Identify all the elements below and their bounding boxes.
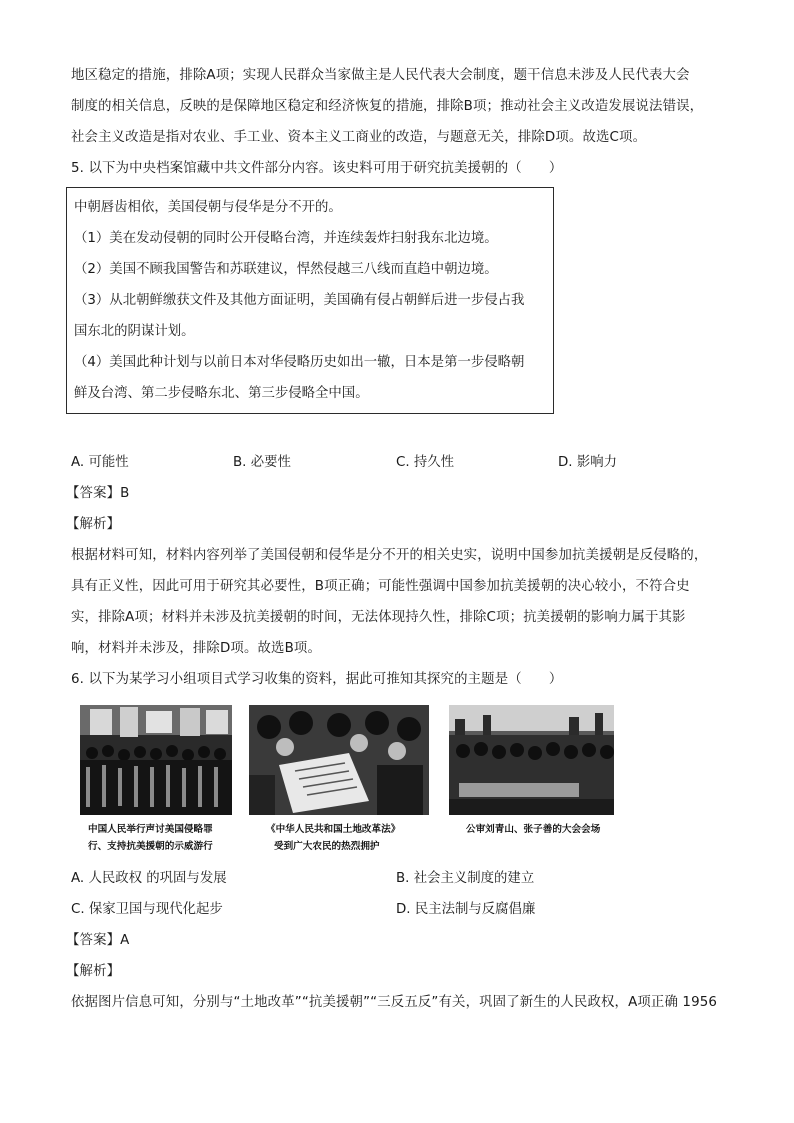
q5-option-d: D. 影响力 (558, 455, 617, 470)
intro-line: 社会主义改造是指对农业、手工业、资本主义工商业的改造，与题意无关，排除D项。故选C项。 (71, 130, 647, 145)
analysis-line: 根据材料可知，材料内容列举了美国侵朝和侵华是分不开的相关史实，说明中国参加抗美援朝是反侵略的， (71, 548, 708, 563)
photo-caption: 《中华人民共和国土地改革法》 (266, 824, 401, 835)
source-line: 国东北的阴谋计划。 (74, 324, 195, 339)
analysis-line: 依据图片信息可知，分别与“土地改革”“抗美援朝”“三反五反”有关，巩固了新生的人民政权，A项正确 1956 (71, 995, 718, 1010)
analysis-line: 响，材料并未涉及，排除D项。故选B项。 (71, 641, 321, 656)
q5-option-a: A. 可能性 (71, 455, 129, 470)
photo-land-reform (249, 705, 429, 815)
q5-source-box (66, 187, 554, 414)
analysis-line: 具有正义性，因此可用于研究其必要性，B项正确；可能性强调中国参加抗美援朝的决心较小，不符合史 (71, 579, 690, 594)
q6-stem: 6. 以下为某学习小组项目式学习收集的资料，据此可推知其探究的主题是（ ） (71, 672, 563, 687)
q5-option-c: C. 持久性 (396, 455, 455, 470)
photo-caption: 行、支持抗美援朝的示威游行 (88, 841, 213, 852)
q6-analysis-label: 【解析】 (66, 964, 121, 979)
source-line: （1）美在发动侵朝的同时公开侵略台湾，并连续轰炸扫射我东北边境。 (74, 231, 498, 246)
q5-analysis-label: 【解析】 (66, 517, 121, 532)
source-line: （3）从北朝鲜缴获文件及其他方面证明，美国确有侵占朝鲜后进一步侵占我 (74, 293, 525, 308)
intro-line: 地区稳定的措施，排除A项；实现人民群众当家做主是人民代表大会制度，题干信息未涉及人民代表大会 (71, 68, 690, 83)
q6-option-c: C. 保家卫国与现代化起步 (71, 902, 223, 917)
q6-option-d: D. 民主法制与反腐倡廉 (396, 902, 536, 917)
source-line: （2）美国不顾我国警告和苏联建议，悍然侵越三八线而直趋中朝边境。 (74, 262, 498, 277)
q6-option-a: A. 人民政权 的巩固与发展 (71, 871, 227, 886)
source-line: 中朝唇齿相依，美国侵朝与侵华是分不开的。 (74, 200, 342, 215)
photo-caption: 中国人民举行声讨美国侵略罪 (88, 824, 213, 835)
photo-public-trial (449, 705, 614, 815)
photo-demonstration (80, 705, 232, 815)
q6-option-b: B. 社会主义制度的建立 (396, 871, 535, 886)
intro-line: 制度的相关信息，反映的是保障地区稳定和经济恢复的措施，排除B项；推动社会主义改造发展说法错误， (71, 99, 704, 114)
source-line: 鲜及台湾、第二步侵略东北、第三步侵略全中国。 (74, 386, 369, 401)
photo-caption: 受到广大农民的热烈拥护 (274, 841, 380, 852)
q5-answer: 【答案】B (66, 486, 130, 501)
analysis-line: 实，排除A项；材料并未涉及抗美援朝的时间，无法体现持久性，排除C项；抗美援朝的影响力属于其影 (71, 610, 686, 625)
source-line: （4）美国此种计划与以前日本对华侵略历史如出一辙，日本是第一步侵略朝 (74, 355, 525, 370)
q5-stem: 5. 以下为中央档案馆藏中共文件部分内容。该史料可用于研究抗美援朝的（ ） (71, 161, 563, 176)
q6-answer: 【答案】A (66, 933, 130, 948)
q5-option-b: B. 必要性 (233, 455, 291, 470)
photo-caption: 公审刘青山、张子善的大会会场 (466, 824, 601, 835)
